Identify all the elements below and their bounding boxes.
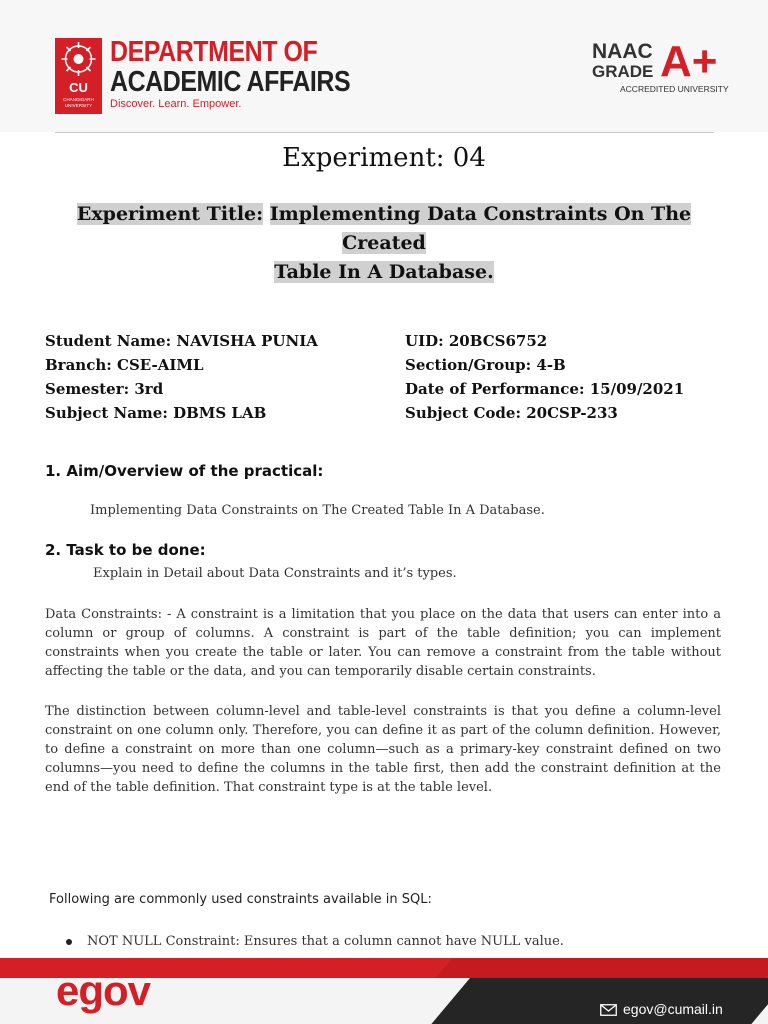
header-divider [55,132,714,133]
accredited-label: ACCREDITED UNIVERSITY [620,84,729,94]
cu-logo-subtitle: CHANDIGARH UNIVERSITY [63,97,94,108]
naac-label: NAAC [592,40,653,63]
task-text: Explain in Detail about Data Constraints and it’s types. [93,566,457,581]
constraints-intro: Following are commonly used constraints available in SQL: [49,892,432,907]
experiment-title [50,200,718,287]
task-heading: 2. Task to be done: [45,541,206,559]
grade-value: A+ [660,37,718,86]
department-tagline: Discover. Learn. Empower. [110,98,242,110]
student-uid: UID: 20BCS6752 [405,332,548,350]
bullet-icon [66,939,72,945]
student-name: Student Name: NAVISHA PUNIA [45,332,318,350]
date-of-performance: Date of Performance: 15/09/2021 [405,380,685,398]
student-section: Section/Group: 4-B [405,356,566,374]
aim-heading: 1. Aim/Overview of the practical: [45,462,324,480]
egov-logo: egov [56,967,151,1014]
experiment-title-label: Experiment Title: [76,203,264,225]
aim-text: Implementing Data Constraints on The Created Table In A Database. [90,503,545,518]
subject-name: Subject Name: DBMS LAB [45,404,267,422]
cu-emblem-icon [55,38,102,82]
paragraph-data-constraints: Data Constraints: - A constraint is a limitation that you place on the data that users can enter into a column or group of columns. A constraint is part of the table definition; you can implement constraints when you create the table or later. You can remove a constraint from the table without affecting the table or the data, and you can temporarily disable certain constraints. [45,607,721,679]
footer-email[interactable]: egov@cumail.in [623,1001,723,1017]
naac-badge [592,37,729,98]
list-item [66,931,564,950]
department-title-line2: ACADEMIC AFFAIRS [110,66,351,98]
cu-logo [55,38,102,114]
experiment-title-line2: Table In A Database. [274,261,494,283]
list-item-text: NOT NULL Constraint: Ensures that a column cannot have NULL value. [87,934,564,949]
mail-icon [600,1004,617,1016]
student-semester: Semester: 3rd [45,380,164,398]
experiment-title-line1: Implementing Data Constraints On The Created [269,203,692,254]
department-title-line1: DEPARTMENT OF [110,36,318,68]
grade-label: GRADE [592,62,654,81]
subject-code: Subject Code: 20CSP-233 [405,404,618,422]
cu-logo-letters: CU [69,80,88,95]
paragraph-column-vs-table: The distinction between column-level and table-level constraints is that you define a column-level constraint on one column only. Therefore, you can define it as part of the column definition. However, to define a constraint on more than one column—such as a primary-key constraint defined on two columns—you need to define the columns in the table first, then add the constraint definition at the end of the table definition. That constraint type is at the table level. [45,704,721,795]
student-branch: Branch: CSE-AIML [45,356,204,374]
experiment-number: Experiment: 04 [282,143,486,173]
